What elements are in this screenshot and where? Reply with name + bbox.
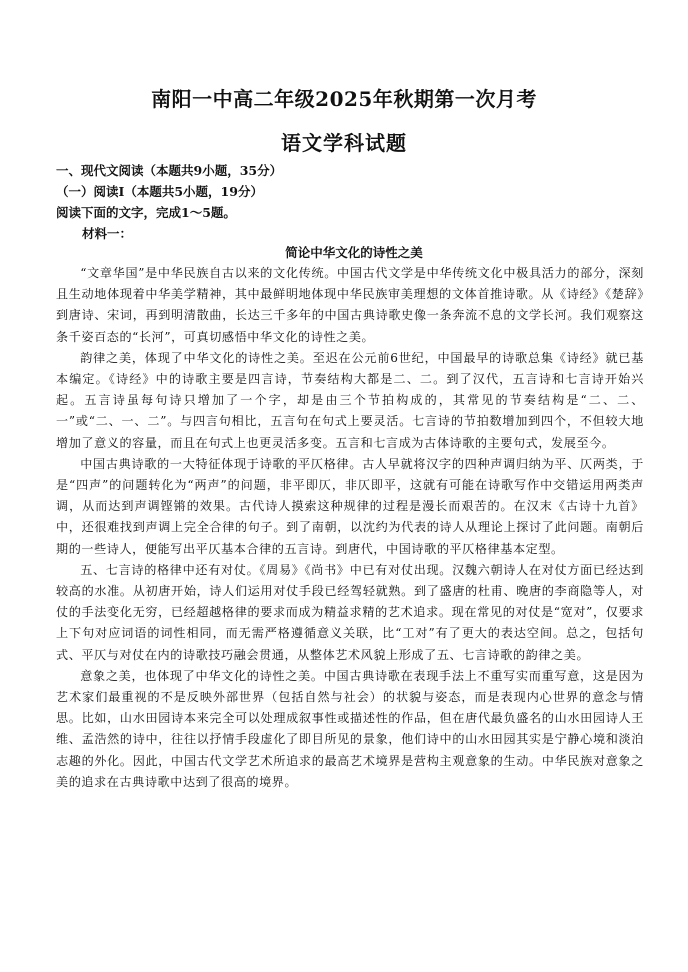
subpart-heading: （一）阅读Ⅰ（本题共5小题，19分） [56, 184, 263, 199]
article-paragraph: 韵律之美，体现了中华文化的诗性之美。至迟在公元前6世纪，中国最早的诗歌总集《诗经》就已基本编定。《诗经》中的诗歌主要是四言诗，节奏结构大都是二、二。到了汉代，五言诗和七言诗开始兴起。五言诗虽每句诗只增加了一个字，却是由三个节拍构成的，其常见的节奏结构是“二、二、一”或“二、一、二”。与四言句相比，五言句在句式上要灵活。七言诗的节拍数增加到四个，不但较大地增加了意义的容量，而且在句式上也更灵活多变。五言和七言成为古体诗歌的主要句式，发展至今。 [56, 350, 644, 450]
exam-subtitle: 语文学科试题 [281, 131, 407, 155]
reading-instruction: 阅读下面的文字，完成1～5题。 [56, 205, 236, 220]
article-paragraph: 五、七言诗的格律中还有对仗。《周易》《尚书》中已有对仗出现。汉魏六朝诗人在对仗方面已经达到较高的水准。从初唐开始，诗人们运用对仗手段已经驾轻就熟。到了盛唐的杜甫、晚唐的李商隐等人，对仗的手法变化无穷，已经超越格律的要求而成为精益求精的艺术追求。现在常见的对仗是“宽对”，仅要求上下句对应词语的词性相同，而无需严格遵循意义关联，比“工对”有了更大的表达空间。总之，包括句式、平仄与对仗在内的诗歌技巧融会贯通，从整体艺术风貌上形成了五、七言诗歌的韵律之美。 [56, 562, 644, 662]
article-title: 简论中华文化的诗性之美 [285, 245, 423, 260]
article-paragraph: 意象之美，也体现了中华文化的诗性之美。中国古典诗歌在表现手法上不重写实而重写意，这是因为艺术家们最重视的不是反映外部世界（包括自然与社会）的状貌与姿态，而是表现内心世界的意念与情思。比如，山水田园诗本来完全可以处理成叙事性或描述性的作品，但在唐代最负盛名的山水田园诗人王维、孟浩然的诗中，往往以抒情手段虚化了即目所见的景象，他们诗中的山水田园其实是宁静心境和淡泊志趣的外化。因此，中国古代文学艺术所追求的最高艺术境界是营构主观意象的生动。中华民族对意象之美的追求在古典诗歌中达到了很高的境界。 [56, 668, 644, 789]
exam-title: 南阳一中高二年级2025年秋期第一次月考 [151, 87, 537, 111]
section-headings [56, 160, 656, 244]
article-body [56, 263, 644, 793]
part-heading: 一、现代文阅读（本题共9小题，35分） [56, 163, 283, 178]
article-paragraph: “文章华国”是中华民族自古以来的文化传统。中国古代文学是中华传统文化中极具活力的部分，深刻且生动地体现着中华美学精神，其中最鲜明地体现中华民族审美理想的文体首推诗歌。从《诗经》《楚辞》到唐诗、宋词，再到明清散曲，长达三千多年的中国古典诗歌史像一条奔流不息的文学长河。我们观察这条千姿百态的“长河”，可真切感悟中华文化的诗性之美。 [56, 266, 644, 344]
material-label: 材料一： [82, 226, 133, 241]
article-paragraph: 中国古典诗歌的一大特征体现于诗歌的平仄格律。古人早就将汉字的四种声调归纳为平、仄两类，于是“四声”的问题转化为“两声”的问题，非平即仄，非仄即平，这就有可能在诗歌写作中交错运用两类声调，从而达到声调铿锵的效果。古代诗人摸索这种规律的过程是漫长而艰苦的。在汉末《古诗十九首》中，还很难找到声调上完全合律的句子。到了南朝，以沈约为代表的诗人从理论上探讨了此问题。南朝后期的一些诗人，便能写出平仄基本合律的五言诗。到唐代，中国诗歌的平仄格律基本定型。 [56, 456, 644, 556]
